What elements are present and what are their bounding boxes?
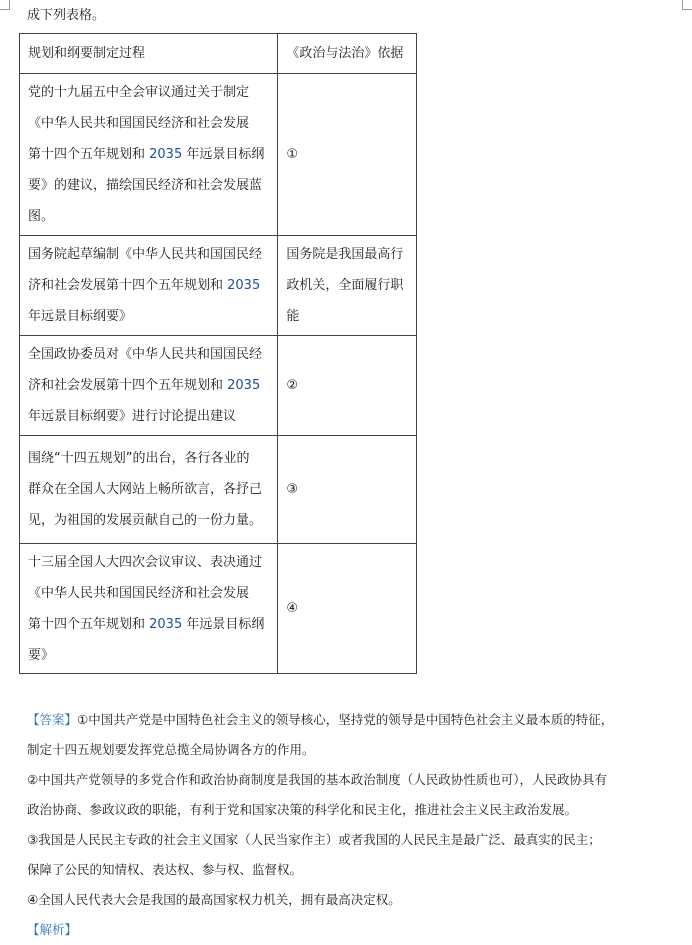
cell-line: 《中华人民共和国国民经济和社会发展 <box>28 585 250 601</box>
year-number: 2035 <box>227 378 261 393</box>
answer-blank-1: ① <box>286 147 298 162</box>
header-process: 规划和纲要制定过程 <box>20 34 278 74</box>
process-cell <box>20 436 278 544</box>
basis-line: 能 <box>286 309 300 324</box>
answer-blank-3: ③ <box>286 482 298 497</box>
answer-line: 保障了公民的知情权、表达权、参与权、监督权。 <box>27 862 303 877</box>
analysis-tag: 【解析】 <box>27 922 78 937</box>
basis-line: 政机关，全面履行职 <box>286 278 404 293</box>
year-number: 2035 <box>149 616 183 632</box>
answer-line: ③我国是人民民主专政的社会主义国家（人民当家作主）或者我国的人民民主是最广泛、最真实的民主； <box>27 832 601 847</box>
cell-line: 党的十九届五中全会审议通过关于制定 <box>28 85 250 100</box>
cell-line: 年远景目标纲要》进行讨论提出建议 <box>28 409 237 424</box>
cell-line: 《中华人民共和国国民经济和社会发展 <box>28 116 250 131</box>
answer-line: 【答案】①中国共产党是中国特色社会主义的领导核心，坚持党的领导是中国特色社会主义最本质的特征， <box>27 712 614 727</box>
process-cell <box>20 236 278 336</box>
page-corner-mark-right <box>682 0 692 10</box>
answer-tag: 【答案】 <box>27 712 78 727</box>
answer-line: 政治协商、参政议政的职能，有利于党和国家决策的科学化和民主化，推进社会主义民主政治发展。 <box>27 802 578 817</box>
year-number: 2035 <box>227 278 261 293</box>
cell-line: 要》 <box>28 647 55 663</box>
process-cell <box>20 544 278 674</box>
table-row <box>20 544 417 674</box>
answer-blank-4: ④ <box>286 601 298 616</box>
cell-line: 济和社会发展第十四个五年规划和 2035 <box>28 378 261 393</box>
basis-cell <box>278 436 417 544</box>
basis-cell <box>278 236 417 336</box>
cell-line: 群众在全国人大网站上畅所欲言，各抒己 <box>28 482 263 497</box>
cell-line: 国务院起草编制《中华人民共和国国民经 <box>28 247 263 262</box>
cell-line: 济和社会发展第十四个五年规划和 2035 <box>28 278 261 293</box>
answer-section <box>27 705 677 945</box>
basis-line: 国务院是我国最高行 <box>286 247 404 262</box>
table-row <box>20 336 417 436</box>
cell-line: 围绕“十四五规划”的出台，各行各业的 <box>28 451 250 466</box>
cell-line: 年远景目标纲要》 <box>28 309 133 324</box>
table-header-row <box>20 34 417 74</box>
answer-line: 制定十四五规划要发挥党总揽全局协调各方的作用。 <box>27 742 315 757</box>
cell-line: 第十四个五年规划和 2035 年远景目标纲 <box>28 147 265 162</box>
analysis-line <box>27 915 677 945</box>
year-number: 2035 <box>149 147 183 162</box>
table-row <box>20 436 417 544</box>
answer-line: ④全国人民代表大会是我国的最高国家权力机关，拥有最高决定权。 <box>27 892 401 907</box>
process-cell <box>20 74 278 236</box>
cell-line: 全国政协委员对《中华人民共和国国民经 <box>28 347 263 362</box>
answer-line: ②中国共产党领导的多党合作和政治协商制度是我国的基本政治制度（人民政协性质也可），人民政协具有 <box>27 772 607 787</box>
page-corner-mark-left <box>0 0 10 10</box>
cell-line: 见，为祖国的发展贡献自己的一份力量。 <box>28 513 263 528</box>
cell-line: 要》的建议，描绘国民经济和社会发展蓝 <box>28 178 263 193</box>
basis-cell <box>278 544 417 674</box>
header-basis: 《政治与法治》依据 <box>278 34 417 74</box>
answer-blank-2: ② <box>286 378 298 393</box>
table-row <box>20 236 417 336</box>
basis-cell <box>278 74 417 236</box>
cell-line: 十三届全国人大四次会议审议、表决通过 <box>28 554 263 570</box>
basis-cell <box>278 336 417 436</box>
table-row <box>20 74 417 236</box>
cell-line: 图。 <box>28 209 55 224</box>
process-basis-table <box>19 33 417 674</box>
intro-text: 成下列表格。 <box>27 8 106 23</box>
process-cell <box>20 336 278 436</box>
cell-line: 第十四个五年规划和 2035 年远景目标纲 <box>28 616 265 632</box>
